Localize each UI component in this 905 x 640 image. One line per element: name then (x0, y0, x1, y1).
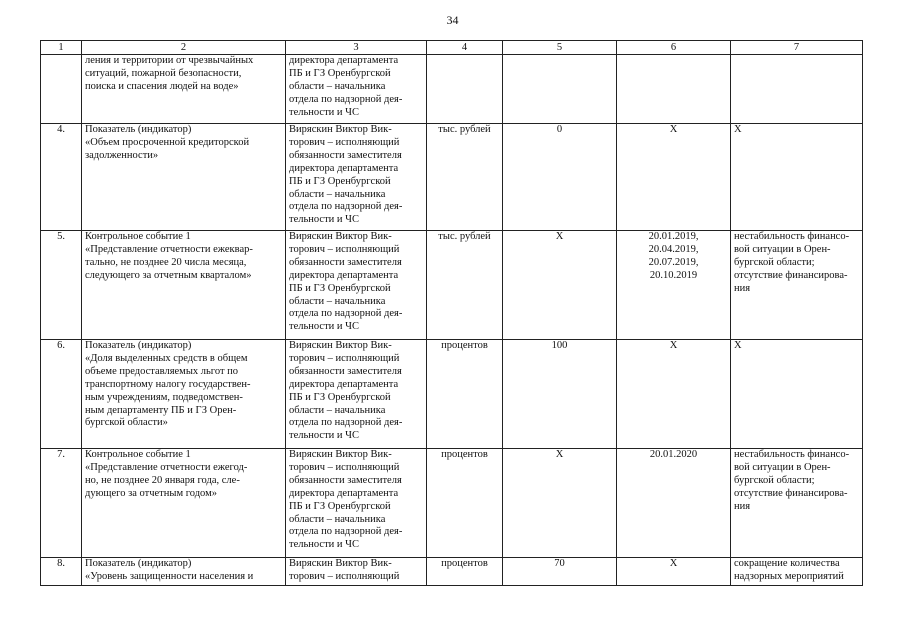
value-text: 0 (556, 124, 563, 135)
indicator-name-line: Контрольное событие 1 (85, 449, 191, 460)
responsible-person-cell (286, 124, 427, 231)
indicator-name-cell (82, 340, 286, 449)
responsible-person-line: отдела по надзорной дея- (289, 93, 403, 105)
responsible-person-line: Виряскин Виктор Вик- (289, 124, 392, 135)
date-cell (617, 558, 731, 586)
responsible-person-line: ПБ и ГЗ Оренбургской (289, 282, 391, 294)
risk-line: отсутствие финансирова- (734, 269, 848, 281)
risk-line: вой ситуации в Орен- (734, 243, 831, 255)
indicator-name-line: поиска и спасения людей на воде» (85, 80, 239, 92)
responsible-person-line: ПБ и ГЗ Оренбургской (289, 500, 391, 512)
indicator-name-line: ления и территории от чрезвычайных (85, 55, 254, 66)
table-row (41, 231, 863, 340)
date-line: Х (669, 124, 678, 135)
responsible-person-line: обязанности заместителя (289, 149, 402, 161)
responsible-person-line: отдела по надзорной дея- (289, 417, 403, 429)
responsible-person-line: торович – исполняющий (289, 352, 400, 364)
responsible-person-line: Виряскин Виктор Вик- (289, 449, 392, 460)
risk-line: нестабильность финансо- (734, 449, 850, 460)
responsible-person-line: отдела по надзорной дея- (289, 201, 403, 213)
unit-cell (427, 124, 503, 231)
risk-line: Х (734, 340, 742, 351)
risks-cell (731, 55, 863, 124)
risks-cell (731, 558, 863, 586)
indicator-name-cell (82, 449, 286, 558)
table-row (41, 124, 863, 231)
responsible-person-line: директора департамента (289, 487, 399, 499)
indicator-name-line: но, не позднее 20 января года, сле- (85, 474, 240, 486)
indicator-name-line: «Доля выделенных средств в общем (85, 352, 248, 364)
unit-cell (427, 231, 503, 340)
indicator-name-line: Показатель (индикатор) (85, 558, 192, 569)
column-header: 3 (286, 41, 427, 55)
table-row (41, 55, 863, 124)
risks-cell (731, 449, 863, 558)
date-line: 20.04.2019, (648, 243, 699, 255)
date-line: Х (669, 558, 678, 569)
indicator-name-line: Контрольное событие 1 (85, 231, 191, 242)
page-number: 34 (446, 13, 459, 27)
indicator-name-line: ным департаменту ПБ и ГЗ Орен- (85, 404, 237, 416)
risk-line: вой ситуации в Орен- (734, 461, 831, 473)
responsible-person-line: обязанности заместителя (289, 365, 402, 377)
responsible-person-line: отдела по надзорной дея- (289, 308, 403, 320)
unit-text: процентов (441, 340, 488, 351)
responsible-person-line: области – начальника (289, 80, 386, 92)
indicator-name-line: задолженности» (85, 149, 159, 161)
date-cell (617, 124, 731, 231)
row-number: 6. (57, 340, 65, 351)
risk-line: отсутствие финансирова- (734, 487, 848, 499)
unit-text: тыс. рублей (438, 231, 491, 242)
value-cell (503, 124, 617, 231)
responsible-person-line: тельности и ЧС (289, 106, 359, 118)
unit-text: процентов (441, 558, 488, 569)
column-header: 4 (427, 41, 503, 55)
indicator-name-line: транспортному налогу государствен- (85, 378, 251, 390)
date-cell (617, 449, 731, 558)
indicator-name-line: ным учреждениям, подведомствен- (85, 391, 243, 403)
responsible-person-line: области – начальника (289, 404, 386, 416)
responsible-person-cell (286, 558, 427, 586)
responsible-person-cell (286, 340, 427, 449)
indicator-name-line: дующего за отчетным годом» (85, 487, 217, 499)
row-number-cell (41, 558, 82, 586)
value-cell (503, 449, 617, 558)
column-header: 1 (41, 41, 82, 55)
risk-line: бургской области; (734, 474, 815, 486)
indicator-name-line: ситуаций, пожарной безопасности, (85, 67, 242, 79)
row-number: 4. (57, 124, 65, 135)
risk-line: надзорных мероприятий (734, 570, 844, 582)
column-header: 6 (617, 41, 731, 55)
plan-table (40, 40, 863, 586)
responsible-person-line: торович – исполняющий (289, 461, 400, 473)
responsible-person-cell (286, 231, 427, 340)
risk-line: ния (734, 282, 751, 294)
indicator-name-line: «Представление отчетности ежегод- (85, 461, 248, 473)
unit-cell (427, 55, 503, 124)
row-number-cell (41, 340, 82, 449)
table-row (41, 340, 863, 449)
responsible-person-line: Виряскин Виктор Вик- (289, 231, 392, 242)
risk-line: сокращение количества (734, 558, 840, 569)
indicator-name-line: Показатель (индикатор) (85, 340, 192, 351)
risks-cell (731, 124, 863, 231)
unit-cell (427, 558, 503, 586)
value-text: Х (555, 449, 564, 460)
risks-cell (731, 231, 863, 340)
date-line: 20.01.2020 (649, 449, 698, 460)
indicator-name-line: бургской области» (85, 417, 168, 429)
responsible-person-line: директора департамента (289, 378, 399, 390)
risk-line: Х (734, 124, 742, 135)
responsible-person-line: ПБ и ГЗ Оренбургской (289, 67, 391, 79)
indicator-name-cell (82, 558, 286, 586)
responsible-person-cell (286, 449, 427, 558)
row-number: 5. (57, 231, 65, 242)
responsible-person-line: торович – исполняющий (289, 570, 400, 582)
table-row (41, 558, 863, 586)
value-cell (503, 340, 617, 449)
responsible-person-line: Виряскин Виктор Вик- (289, 340, 392, 351)
row-number-cell (41, 124, 82, 231)
indicator-name-line: «Представление отчетности ежеквар- (85, 243, 253, 255)
responsible-person-line: директора департамента (289, 162, 399, 174)
risk-line: нестабильность финансо- (734, 231, 850, 242)
responsible-person-line: директора департамента (289, 269, 399, 281)
risk-line: ния (734, 500, 751, 512)
responsible-person-line: обязанности заместителя (289, 256, 402, 268)
indicator-name-cell (82, 231, 286, 340)
indicator-name-cell (82, 55, 286, 124)
column-number-header-row (41, 41, 863, 55)
indicator-name-line: «Уровень защищенности населения и (85, 570, 254, 582)
value-cell (503, 55, 617, 124)
responsible-person-line: торович – исполняющий (289, 136, 400, 148)
indicator-name-line: тально, не позднее 20 числа месяца, (85, 256, 247, 268)
responsible-person-line: тельности и ЧС (289, 430, 359, 442)
date-cell (617, 55, 731, 124)
row-number-cell (41, 449, 82, 558)
value-text: 100 (551, 340, 568, 351)
responsible-person-line: области – начальника (289, 188, 386, 200)
indicator-name-line: следующего за отчетным кварталом» (85, 269, 252, 281)
indicator-name-line: «Объем просроченной кредиторской (85, 136, 250, 148)
responsible-person-line: торович – исполняющий (289, 243, 400, 255)
unit-text: процентов (441, 449, 488, 460)
responsible-person-cell (286, 55, 427, 124)
responsible-person-line: тельности и ЧС (289, 321, 359, 333)
responsible-person-line: ПБ и ГЗ Оренбургской (289, 175, 391, 187)
responsible-person-line: области – начальника (289, 513, 386, 525)
responsible-person-line: отдела по надзорной дея- (289, 526, 403, 538)
responsible-person-line: области – начальника (289, 295, 386, 307)
value-cell (503, 231, 617, 340)
indicator-name-line: объеме предоставляемых льгот по (85, 365, 239, 377)
row-number-cell (41, 231, 82, 340)
responsible-person-line: обязанности заместителя (289, 474, 402, 486)
date-line: 20.07.2019, (648, 256, 699, 268)
row-number: 8. (57, 558, 65, 569)
unit-text: тыс. рублей (438, 124, 491, 135)
responsible-person-line: Виряскин Виктор Вик- (289, 558, 392, 569)
row-number-cell (41, 55, 82, 124)
value-text: 70 (554, 558, 565, 569)
date-line: 20.10.2019 (649, 269, 698, 281)
risk-line: бургской области; (734, 256, 815, 268)
column-header: 7 (731, 41, 863, 55)
responsible-person-line: ПБ и ГЗ Оренбургской (289, 391, 391, 403)
column-header: 2 (82, 41, 286, 55)
date-cell (617, 231, 731, 340)
value-text: Х (555, 231, 564, 242)
indicator-name-cell (82, 124, 286, 231)
risks-cell (731, 340, 863, 449)
date-line: 20.01.2019, (648, 231, 699, 242)
table-row (41, 449, 863, 558)
row-number: 7. (57, 449, 65, 460)
date-cell (617, 340, 731, 449)
responsible-person-line: тельности и ЧС (289, 539, 359, 551)
column-header: 5 (503, 41, 617, 55)
indicator-name-line: Показатель (индикатор) (85, 124, 192, 135)
unit-cell (427, 340, 503, 449)
value-cell (503, 558, 617, 586)
responsible-person-line: тельности и ЧС (289, 214, 359, 226)
date-line: Х (669, 340, 678, 351)
unit-cell (427, 449, 503, 558)
responsible-person-line: директора департамента (289, 55, 399, 66)
